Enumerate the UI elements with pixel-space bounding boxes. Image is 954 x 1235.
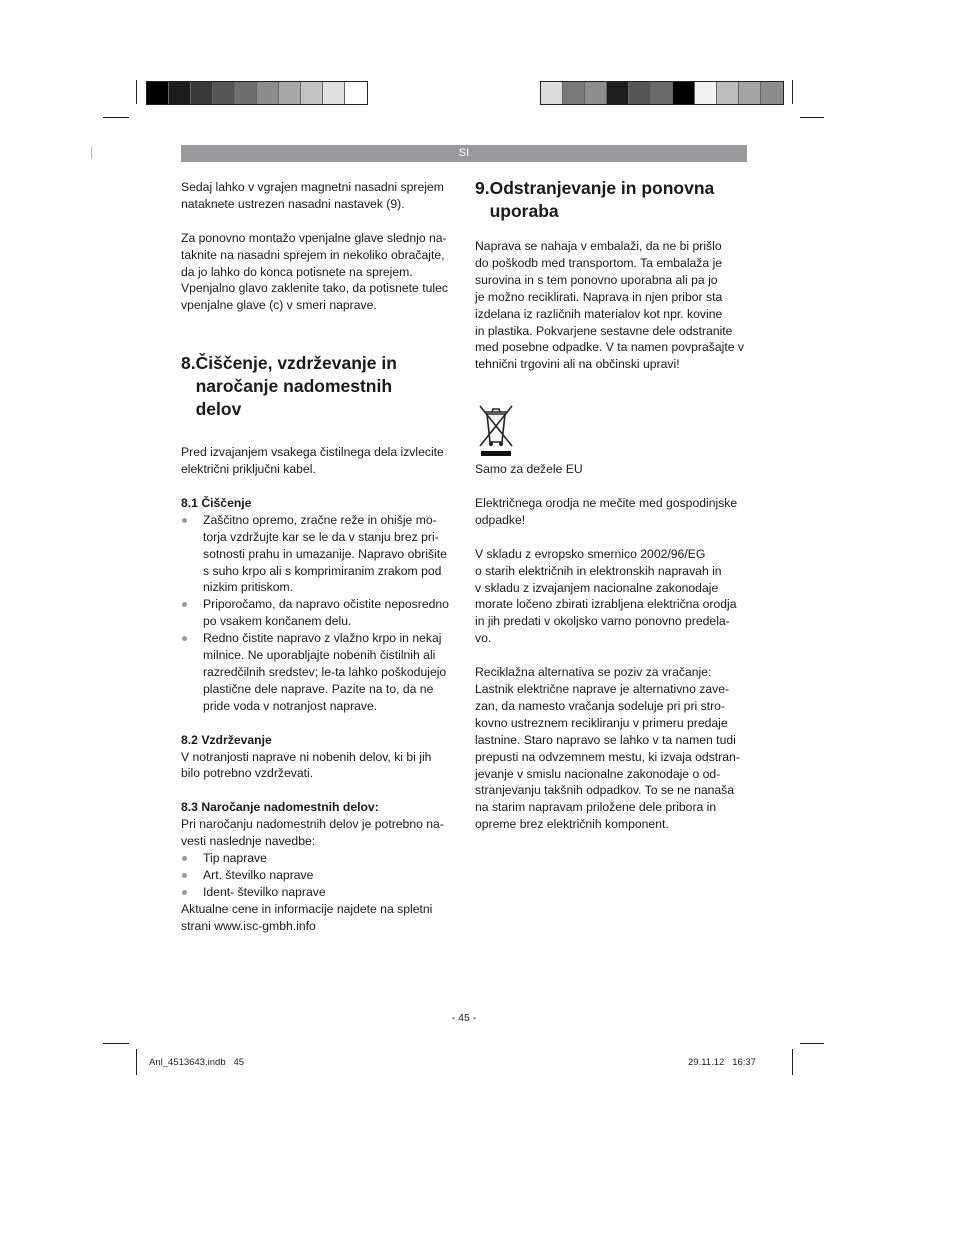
crop-mark [800,117,824,118]
paragraph: Aktualne cene in informacije najdete na spletni strani www.isc-gmbh.info [181,901,433,933]
heading-text: Odstranjevanje in ponovna uporaba [489,178,715,221]
paragraph: Sedaj lahko v vgrajen magnetni nasadni sprejem nataknete ustrezen nasadni nastavek (9). [181,180,444,211]
color-bar-right [540,81,784,105]
color-bar-right-swatch [717,82,739,104]
left-column [181,179,461,934]
list-item: Priporočamo, da napravo očistite neposredno po vsakem končanem delu. [181,596,461,630]
color-bar-left [146,81,368,105]
heading-number: 8. [181,353,196,374]
color-bar-left-swatch [213,82,235,104]
page-number: - 45 - [451,1012,477,1024]
footer-date-label: 29.11.12 16:37 [688,1057,756,1068]
color-bar-right-swatch [629,82,651,104]
color-bar-left-swatch [345,82,367,104]
paragraph: V skladu z evropsko smernico 2002/96/EG o starih električnih in elektronskih napravah in v skladu z izvajanjem nacionalne zakonodaje morate ločeno zbirati izrabljena električna orodja in jih predati v okoljsko varno ponovno predela- vo. [475,546,737,646]
crop-mark [136,1049,137,1075]
paragraph: Pred izvajanjem vsakega čistilnega dela izvlecite električni priključni kabel. [181,445,444,477]
paragraph: V notranjosti naprave ni nobenih delov, ki bi jih bilo potrebno vzdrževati. [181,749,432,781]
color-bar-right-swatch [585,82,607,104]
color-bar-left-swatch [257,82,279,104]
subheading-8-2: 8.2 Vzdrževanje [181,732,272,747]
color-bar-left-swatch [301,82,323,104]
list-item: Ident- številko naprave [181,884,461,901]
section-heading-9 [475,177,755,223]
footer-file-label: Anl_4513643.indb 45 [149,1057,245,1068]
color-bar-right-swatch [673,82,695,104]
language-header-bar [181,145,747,162]
paragraph: Reciklažna alternativa se poziv za vračanje: Lastnik električne naprave je alternativno zave- zan, da namesto vračanja sodeluje pri pri stro- kovno ustreznem recikliranju v primeru predaje lastnine. Staro napravo se lahko v ta namen tudi prepusti na odvzemnem mestu, ki izvaja odstran- jevanje v smislu nacionalne zakonodaje o od- stranjevanju takšnih odpadkov. To se ne nanaša na starim napravam priložene dele pribora in opreme brez električnih komponent. [475,665,740,832]
color-bar-left-swatch [279,82,301,104]
color-bar-right-swatch [739,82,761,104]
section-heading-8 [181,352,461,421]
bullet-list-cleaning [181,512,461,715]
list-item: Tip naprave [181,850,461,867]
language-label: SI [458,147,470,159]
color-bar-right-swatch [761,82,783,104]
subheading-8-1: 8.1 Čiščenje [181,495,252,510]
color-bar-left-swatch [235,82,257,104]
color-bar-left-swatch [169,82,191,104]
paragraph: Samo za dežele EU [475,462,583,477]
crop-mark [103,1043,129,1044]
paragraph: Naprava se nahaja v embalaži, da ne bi prišlo do poškodb med transportom. Ta embalaža je surovina in s tem ponovno uporabna ali pa jo je možno reciklirati. Naprava in njen pribor sta izdelana iz različnih materialov kot npr. kovine in plastika. Pokvarjene sestavne dele odstranite med posebne odpadke. V ta namen povprašajte v tehnični trgovini ali na občinski upravi! [475,239,744,372]
crop-mark [91,147,92,159]
crop-mark [792,80,793,104]
weee-bin-icon [476,405,516,459]
paragraph: Za ponovno montažo vpenjalne glave slednjo na- taknite na nasadni sprejem in nekoliko obračajte, da jo lahko do konca potisnete na sprejem. Vpenjalno glavo zaklenite tako, da potisnete tulec vpenjalne glave (c) v smeri naprave. [181,230,448,313]
color-bar-right-swatch [607,82,629,104]
list-item: Zaščitno opremo, zračne reže in ohišje mo- torja vzdržujte kar se le da v stanju brez pri- sotnosti prahu in umazanije. Napravo obrišite s suho krpo ali s komprimiranim zrakom pod nizkim pritiskom. [181,512,461,597]
heading-text: Čiščenje, vzdrževanje in naročanje nadomestnih delov [195,353,397,420]
list-item: Art. številko naprave [181,867,461,884]
paragraph: Električnega orodja ne mečite med gospodinjske odpadke! [475,496,738,527]
color-bar-left-swatch [323,82,345,104]
right-column [475,177,755,833]
color-bar-right-swatch [541,82,563,104]
color-bar-left-swatch [191,82,213,104]
crop-mark [136,80,137,104]
subheading-8-3: 8.3 Naročanje nadomestnih delov: [181,800,379,815]
crop-mark [103,117,129,118]
color-bar-left-swatch [147,82,169,104]
color-bar-right-swatch [695,82,717,104]
color-bar-right-swatch [563,82,585,104]
paragraph: Pri naročanju nadomestnih delov je potrebno na- vesti naslednje navedbe: [181,817,444,849]
heading-number: 9. [475,178,490,198]
color-bar-right-swatch [651,82,673,104]
crop-mark [800,1043,824,1044]
crop-mark [792,1049,793,1075]
list-item: Redno čistite napravo z vlažno krpo in nekaj milnice. Ne uporabljajte nobenih čistilnih ali razredčilnih sredstev; le-ta lahko poškodujejo plastične dele naprave. Pazite na to, da ne pride voda v notranjost naprave. [181,630,461,715]
bullet-list-order-info [181,850,461,901]
